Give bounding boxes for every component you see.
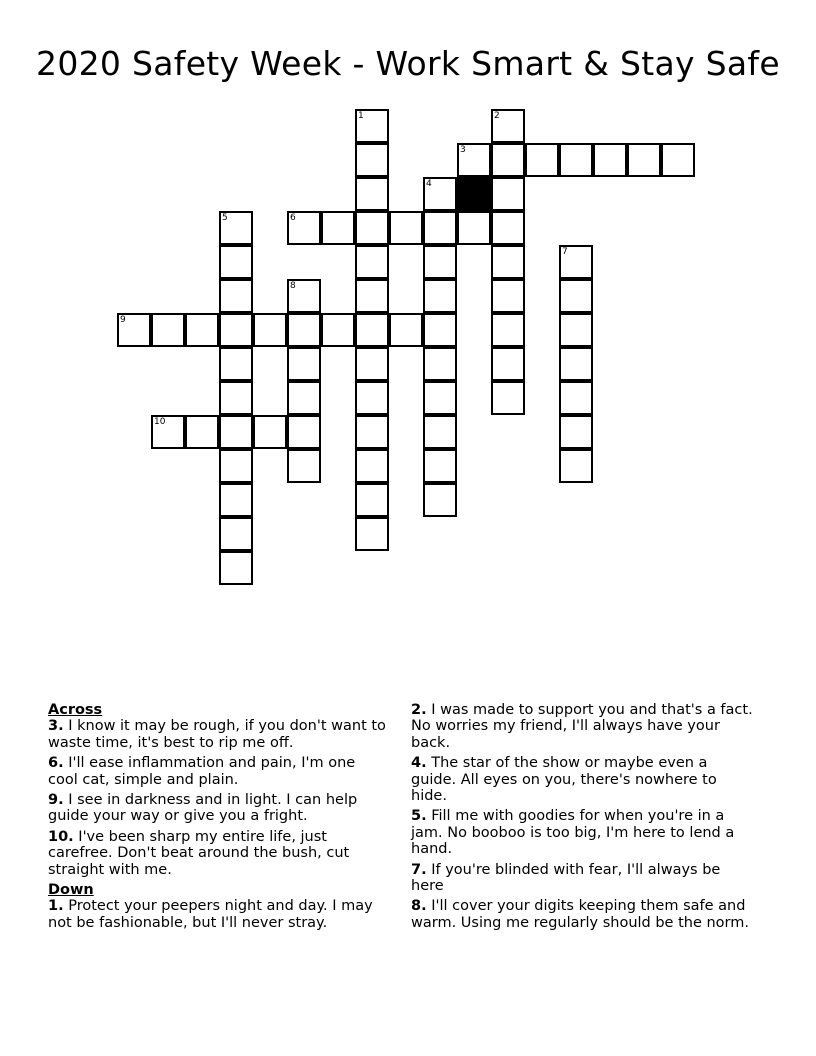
grid-cell[interactable] (287, 449, 321, 483)
grid-cell[interactable] (355, 279, 389, 313)
clue-down-1: 1. Protect your peepers night and day. I may not be fashionable, but I'll never stray. (48, 898, 373, 931)
grid-cell[interactable] (287, 347, 321, 381)
clue-down-4: 4. The star of the show or maybe even a guide. All eyes on you, there's nowhere to hide. (411, 755, 717, 805)
grid-cell[interactable] (287, 279, 321, 313)
grid-cell[interactable] (287, 381, 321, 415)
grid-cell[interactable] (491, 211, 525, 245)
grid-cell[interactable] (627, 143, 661, 177)
cell-number: 2 (494, 111, 500, 121)
grid-cell[interactable] (219, 483, 253, 517)
grid-cell[interactable] (355, 347, 389, 381)
grid-cell[interactable] (355, 143, 389, 177)
grid-cell[interactable] (423, 449, 457, 483)
across-heading: Across (48, 702, 103, 718)
grid-cell[interactable] (219, 313, 253, 347)
grid-cell[interactable] (457, 211, 491, 245)
grid-cell[interactable] (423, 415, 457, 449)
grid-cell[interactable] (491, 313, 525, 347)
cell-number: 8 (290, 281, 296, 291)
grid-cell[interactable] (491, 381, 525, 415)
grid-cell[interactable] (287, 313, 321, 347)
grid-cell[interactable] (559, 347, 593, 381)
grid-cell[interactable] (219, 347, 253, 381)
grid-cell[interactable] (491, 245, 525, 279)
down-heading: Down (48, 882, 94, 899)
cell-number: 6 (290, 213, 296, 223)
grid-cell[interactable] (559, 313, 593, 347)
grid-cell[interactable] (355, 517, 389, 551)
black-cell (457, 177, 491, 211)
grid-cell[interactable] (151, 313, 185, 347)
cell-number: 5 (222, 213, 228, 223)
grid-cell[interactable] (423, 211, 457, 245)
cell-number: 3 (460, 145, 466, 155)
grid-cell[interactable] (117, 313, 151, 347)
grid-cell[interactable] (559, 381, 593, 415)
grid-cell[interactable] (185, 313, 219, 347)
grid-cell[interactable] (525, 143, 559, 177)
grid-cell[interactable] (151, 415, 185, 449)
grid-cell[interactable] (559, 245, 593, 279)
clues-left-column (48, 702, 388, 935)
clue-down-2: 2. I was made to support you and that's a fact. No worries my friend, I'll always have your back. (411, 702, 753, 751)
grid-cell[interactable] (593, 143, 627, 177)
grid-cell[interactable] (355, 313, 389, 347)
grid-cell[interactable] (423, 177, 457, 211)
grid-cell[interactable] (219, 415, 253, 449)
grid-cell[interactable] (559, 279, 593, 313)
grid-cell[interactable] (389, 211, 423, 245)
clue-across-3: 3. I know it may be rough, if you don't want to waste time, it's best to rip me off. (48, 718, 386, 751)
clue-across-10: 10. I've been sharp my entire life, just carefree. Don't beat around the bush, cut straight with me. (48, 828, 350, 878)
grid-cell[interactable] (287, 211, 321, 245)
grid-cell[interactable] (423, 347, 457, 381)
clue-down-8: 8. I'll cover your digits keeping them safe and warm. Using me regularly should be the norm. (411, 898, 749, 931)
cell-number: 4 (426, 179, 432, 189)
cell-number: 10 (154, 417, 166, 427)
grid-cell[interactable] (355, 483, 389, 517)
grid-cell[interactable] (423, 245, 457, 279)
grid-cell[interactable] (219, 211, 253, 245)
grid-cell[interactable] (219, 449, 253, 483)
grid-cell[interactable] (253, 415, 287, 449)
grid-cell[interactable] (559, 415, 593, 449)
puzzle-title: 2020 Safety Week - Work Smart & Stay Safe (36, 44, 780, 83)
grid-cell[interactable] (253, 313, 287, 347)
cell-number: 7 (562, 247, 568, 257)
clue-across-6: 6. I'll ease inflammation and pain, I'm one cool cat, simple and plain. (48, 755, 356, 788)
grid-cell[interactable] (219, 245, 253, 279)
grid-cell[interactable] (491, 177, 525, 211)
grid-cell[interactable] (423, 381, 457, 415)
grid-cell[interactable] (219, 517, 253, 551)
grid-cell[interactable] (661, 143, 695, 177)
grid-cell[interactable] (491, 143, 525, 177)
grid-cell[interactable] (491, 347, 525, 381)
grid-cell[interactable] (355, 211, 389, 245)
grid-cell[interactable] (559, 143, 593, 177)
grid-cell[interactable] (219, 551, 253, 585)
grid-cell[interactable] (491, 109, 525, 143)
grid-cell[interactable] (355, 177, 389, 211)
grid-cell[interactable] (219, 279, 253, 313)
grid-cell[interactable] (389, 313, 423, 347)
grid-cell[interactable] (355, 109, 389, 143)
grid-cell[interactable] (423, 313, 457, 347)
grid-cell[interactable] (355, 415, 389, 449)
cell-number: 1 (358, 111, 364, 121)
grid-cell[interactable] (355, 245, 389, 279)
grid-cell[interactable] (355, 449, 389, 483)
clue-down-5: 5. Fill me with goodies for when you're in a jam. No booboo is too big, I'm here to lend a hand. (411, 808, 735, 858)
clues-right-column (411, 702, 756, 935)
grid-cell[interactable] (559, 449, 593, 483)
grid-cell[interactable] (321, 211, 355, 245)
grid-cell[interactable] (423, 483, 457, 517)
grid-cell[interactable] (355, 381, 389, 415)
cell-number: 9 (120, 315, 126, 325)
clue-across-9: 9. I see in darkness and in light. I can help guide your way or give you a fright. (48, 792, 358, 825)
clue-down-7: 7. If you're blinded with fear, I'll always be here (411, 861, 721, 895)
grid-cell[interactable] (185, 415, 219, 449)
grid-cell[interactable] (219, 381, 253, 415)
grid-cell[interactable] (423, 279, 457, 313)
grid-cell[interactable] (491, 279, 525, 313)
grid-cell[interactable] (287, 415, 321, 449)
grid-cell[interactable] (321, 313, 355, 347)
grid-cell[interactable] (457, 143, 491, 177)
